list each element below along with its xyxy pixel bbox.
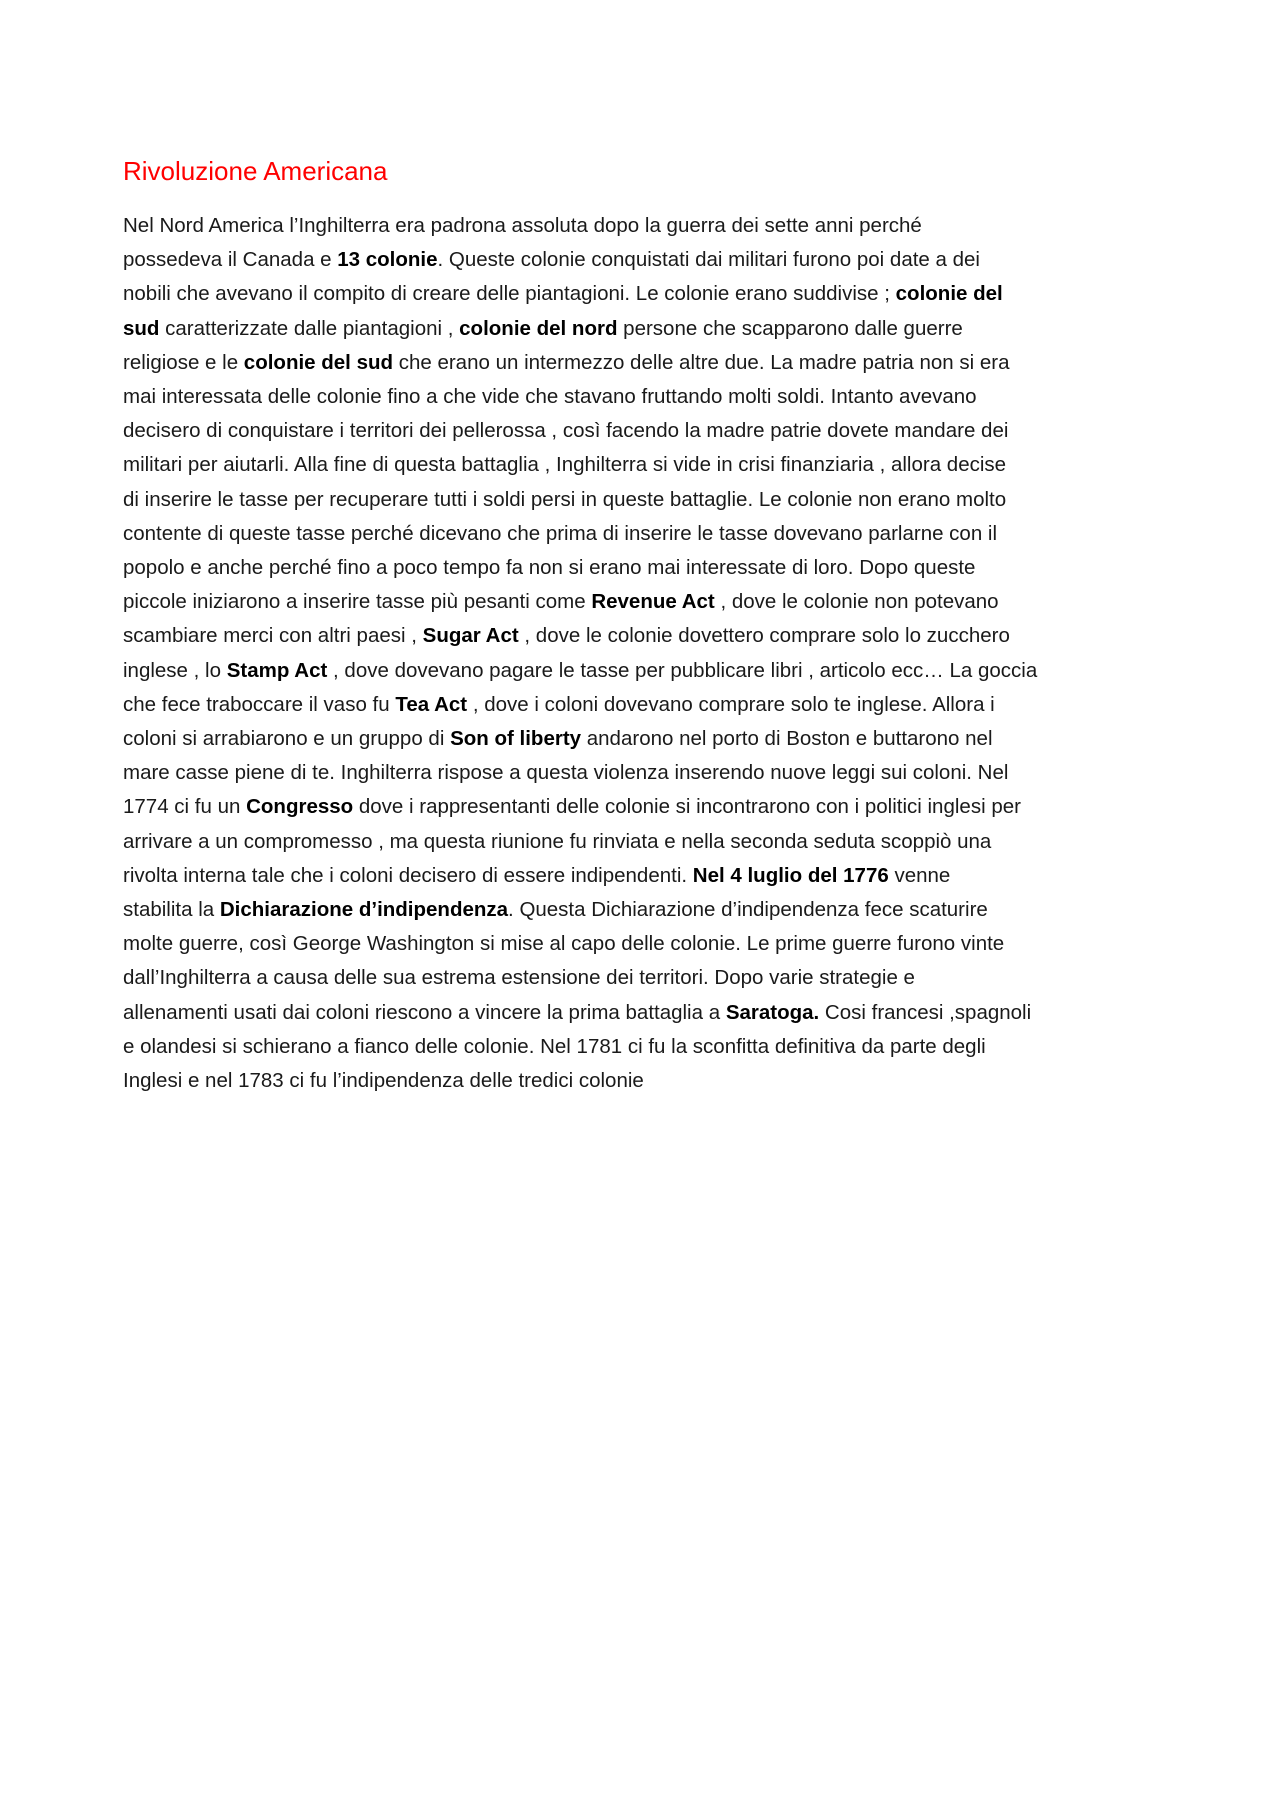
text-segment: popolo e anche perché fino a poco tempo fa non si erano mai interessate di loro. Dopo queste <box>123 556 976 580</box>
text-segment: molte guerre, così George Washington si mise al capo delle colonie. Le prime guerre furono vinte <box>123 932 1005 956</box>
paragraph-line <box>123 243 1173 277</box>
paragraph-line <box>123 825 1173 859</box>
text-segment: contente di queste tasse perché dicevano che prima di inserire le tasse dovevano parlarne con il <box>123 521 998 545</box>
text-segment: mai interessata delle colonie fino a che vide che stavano fruttando molti soldi. Intanto avevano <box>123 385 977 409</box>
text-segment: 1774 ci fu un <box>123 795 247 819</box>
bold-term: Stamp Act <box>226 658 328 682</box>
text-segment: Inglesi e nel 1783 ci fu l’indipendenza delle tredici colonie <box>123 1069 644 1093</box>
bold-term: 13 colonie <box>337 248 438 272</box>
paragraph-line <box>123 483 1173 517</box>
paragraph-line <box>123 688 1173 722</box>
text-segment: militari per aiutarli. Alla fine di questa battaglia , Inghilterra si vide in crisi finanziaria , allora decise <box>123 453 1007 477</box>
bold-term: sud <box>123 316 160 340</box>
text-segment: , dove dovevano pagare le tasse per pubblicare libri , articolo ecc… La goccia <box>327 658 1038 682</box>
text-segment: Cosi francesi ,spagnoli <box>819 1000 1032 1024</box>
paragraph-line <box>123 517 1173 551</box>
text-segment: dove i rappresentanti delle colonie si incontrarono con i politici inglesi per <box>353 795 1021 819</box>
bold-term: Nel 4 luglio del 1776 <box>692 863 889 887</box>
bold-term: Tea Act <box>395 692 468 716</box>
paragraph-line <box>123 209 1173 243</box>
bold-term: colonie del nord <box>459 316 618 340</box>
text-segment: . Questa Dichiarazione d’indipendenza fece scaturire <box>508 898 988 922</box>
paragraph-line <box>123 585 1173 619</box>
paragraph-line <box>123 996 1173 1030</box>
paragraph-line <box>123 277 1173 311</box>
text-segment: di inserire le tasse per recuperare tutti i soldi persi in queste battaglie. Le colonie non erano molto <box>123 487 1007 511</box>
document-body <box>123 209 1173 1098</box>
text-segment: decisero di conquistare i territori dei pellerossa , così facendo la madre patrie dovete mandare dei <box>123 419 1009 443</box>
paragraph-line <box>123 927 1173 961</box>
text-segment: allenamenti usati dai coloni riescono a vincere la prima battaglia a <box>123 1000 726 1024</box>
text-segment: persone che scapparono dalle guerre <box>617 316 963 340</box>
text-segment: stabilita la <box>123 898 220 922</box>
bold-term: colonie del sud <box>243 350 394 374</box>
paragraph-line <box>123 722 1173 756</box>
paragraph-line <box>123 790 1173 824</box>
paragraph-line <box>123 654 1173 688</box>
text-segment: , dove le colonie dovettero comprare solo lo zucchero <box>518 624 1010 648</box>
text-segment: arrivare a un compromesso , ma questa riunione fu rinviata e nella seconda seduta scoppiò una <box>123 829 992 853</box>
bold-term: Revenue Act <box>591 590 715 614</box>
paragraph-line <box>123 756 1173 790</box>
text-segment: e olandesi si schierano a fianco delle colonie. Nel 1781 ci fu la sconfitta definitiva da parte degli <box>123 1034 986 1058</box>
paragraph-line <box>123 380 1173 414</box>
text-segment: caratterizzate dalle piantagioni , <box>159 316 460 340</box>
paragraph-line <box>123 312 1173 346</box>
paragraph-line <box>123 346 1173 380</box>
text-segment: religiose e le <box>123 350 244 374</box>
paragraph-line <box>123 859 1173 893</box>
text-segment: nobili che avevano il compito di creare delle piantagioni. Le colonie erano suddivise ; <box>123 282 896 306</box>
bold-term: Sugar Act <box>422 624 519 648</box>
text-segment: venne <box>888 863 951 887</box>
paragraph-line <box>123 961 1173 995</box>
text-segment: rivolta interna tale che i coloni decisero di essere indipendenti. <box>123 863 693 887</box>
text-segment: coloni si arrabiarono e un gruppo di <box>123 727 451 751</box>
paragraph-line <box>123 551 1173 585</box>
text-segment: scambiare merci con altri paesi , <box>123 624 423 648</box>
paragraph-line <box>123 1064 1173 1098</box>
bold-term: colonie del <box>895 282 1003 306</box>
text-segment: mare casse piene di te. Inghilterra rispose a questa violenza inserendo nuove leggi sui coloni. Nel <box>123 761 1009 785</box>
text-segment: andarono nel porto di Boston e buttarono nel <box>581 727 993 751</box>
text-segment: . Queste colonie conquistati dai militari furono poi date a dei <box>437 248 980 272</box>
bold-term: Son of liberty <box>450 727 582 751</box>
text-segment: piccole iniziarono a inserire tasse più pesanti come <box>123 590 592 614</box>
text-segment: , dove i coloni dovevano comprare solo te inglese. Allora i <box>467 692 995 716</box>
bold-term: Congresso <box>246 795 354 819</box>
text-segment: inglese , lo <box>123 658 227 682</box>
text-segment: , dove le colonie non potevano <box>714 590 999 614</box>
text-segment: che fece traboccare il vaso fu <box>123 692 396 716</box>
text-segment: che erano un intermezzo delle altre due. La madre patria non si era <box>393 350 1010 374</box>
text-segment: Nel Nord America l’Inghilterra era padrona assoluta dopo la guerra dei sette anni perché <box>123 214 922 237</box>
document-title: Rivoluzione Americana <box>123 156 388 186</box>
paragraph-line <box>123 414 1173 448</box>
paragraph-line <box>123 893 1173 927</box>
text-segment: possedeva il Canada e <box>123 248 338 272</box>
bold-term: Dichiarazione d’indipendenza <box>219 898 509 922</box>
paragraph-line <box>123 448 1173 482</box>
paragraph-line <box>123 1030 1173 1064</box>
paragraph-line <box>123 619 1173 653</box>
bold-term: Saratoga. <box>725 1000 820 1024</box>
text-segment: dall’Inghilterra a causa delle sua estrema estensione dei territori. Dopo varie strategie e <box>123 966 915 990</box>
